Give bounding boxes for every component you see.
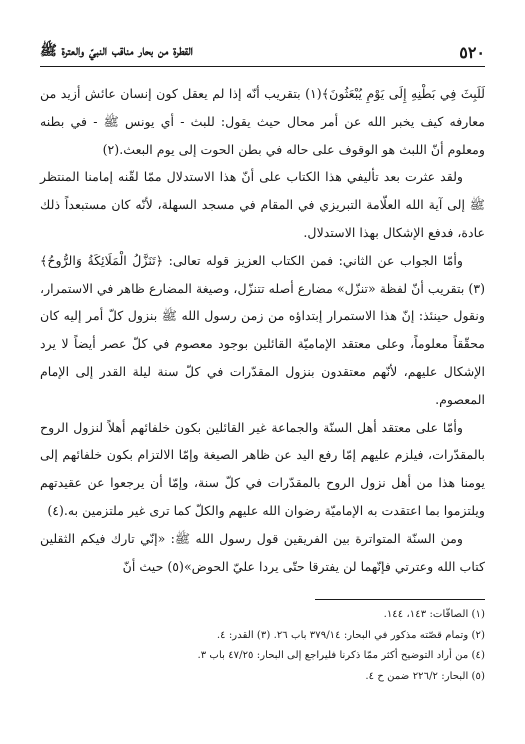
paragraph: ومن السنّة المتواترة بين الفريقين قول رسول الله ﷺ: «إنّي تارك فيكم الثقلين كتاب الله وعترتي فإنّهما لن يفترقا حتّى يردا عليّ الحوض»(٥) حيث أنّ bbox=[40, 530, 485, 574]
footnote: (٥) البحار: ٢٢٦/٢ ضمن ح ٤. bbox=[365, 670, 485, 682]
paragraph: لَلَبِثَ فِي بَطْنِهِ إِلَى يَوْمِ يُبْعَثُونَ﴾(١) بتقريب أنّه إذا لم يعقل كون إنسان عائش أزيد من معارفه كيف يخبر الله عن أمر محال حيث يقول: للبث - أي يونس ﷺ - في بطنه ومعلوم أنّ اللبث هو الوقوف على حاله في بطن الحوت إلى يوم البعث.(٢) bbox=[40, 86, 486, 157]
footnote: (٤) من أراد التوضيح أكثر ممّا ذكرنا فليراجع إلى البحار: ٤٧/٢٥ باب ٣. bbox=[197, 650, 485, 661]
paragraph: وأمّا الجواب عن الثاني: فمن الكتاب العزيز قوله تعالى: ﴿تَنَزَّلُ الْمَلَائِكَةُ وَالرُّوحُ﴾(٣) بتقريب أنّ لفظة «تنزّل» مضارع أصله تتنزّل، وصيغة المضارع ظاهر في الاستمرار، ونقول حينئذ: إنّ هذا الاستمرار إبتداؤه من زمن رسول الله ﷺ بنزول كلّ أمر إليه كان محقّقاً معلوماً، وعلى معتقد الإماميّة القائلين بوجود معصوم في كلّ عصر أيضاً لا يرد الإشكال عليهم، لأنّهم معتقدون بنزول المقدّرات في كلّ سنة ليلة القدر إلى الإمام المعصوم. bbox=[40, 252, 485, 407]
page-header bbox=[40, 38, 485, 62]
footnote-divider bbox=[315, 599, 485, 600]
footnote: (٢) وتمام قصّته مذكور في البحار: ٣٧٩/١٤ باب ٢٦. (٣) القدر: ٤. bbox=[216, 629, 485, 641]
running-title: القطرة من بحار مناقب النبيّ والعترة ﷺ bbox=[40, 43, 193, 59]
footnotes bbox=[40, 605, 485, 687]
footnote: (١) الصافّات: ١٤٣، ١٤٤. bbox=[383, 609, 485, 620]
header-divider bbox=[40, 66, 485, 67]
paragraph: وأمّا على معتقد أهل السنّة والجماعة غير القائلين بكون خلفائهم أهلاً لنزول الروح بالمقدّرات، فيلزم عليهم إمّا رفع اليد عن ظاهر الصيغة وإمّا الالتزام بكون خلفائهم إلى يومنا هذا من أهل نزول الروح بالمقدّرات في كلّ سنة، وإمّا أن يرجعوا عن عقيدتهم ويلتزموا بما اعتقدت به الإماميّة رضوان الله عليهم والكلّ كما ترى غير ملتزمين به.(٤) bbox=[40, 419, 486, 518]
page-number: ٥٢٠ bbox=[459, 43, 485, 62]
main-text bbox=[40, 80, 485, 580]
paragraph: ولقد عثرت بعد تأليفي هذا الكتاب على أنّ هذا الاستدلال ممّا لقّنه إمامنا المنتظر ﷺ إلى آية الله العلّامة التبريزي في المقام في مسجد السهلة، لأنّه كان مستبعداً ذلك عادة، فدفع الإشكال بهذا الاستدلال. bbox=[40, 169, 485, 240]
